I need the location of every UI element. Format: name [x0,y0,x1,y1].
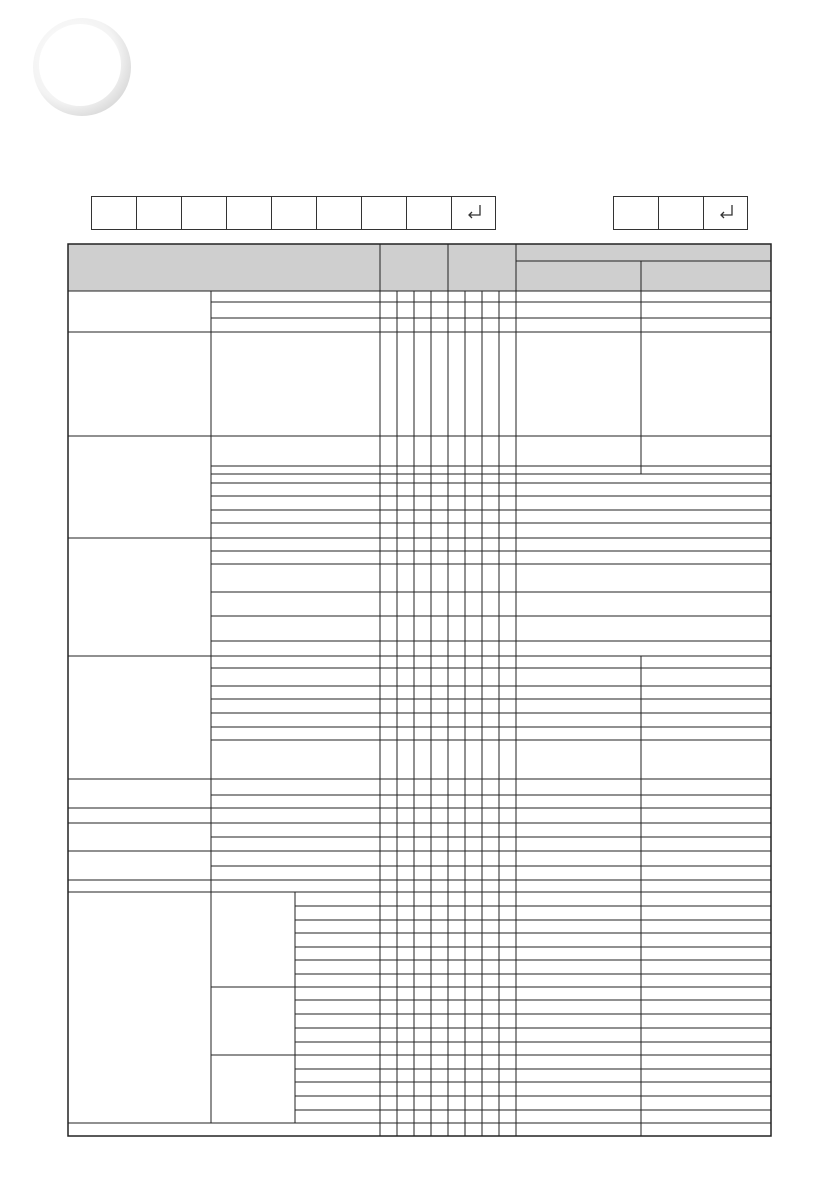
table-frame [68,244,771,1136]
table-header-band [68,244,771,291]
